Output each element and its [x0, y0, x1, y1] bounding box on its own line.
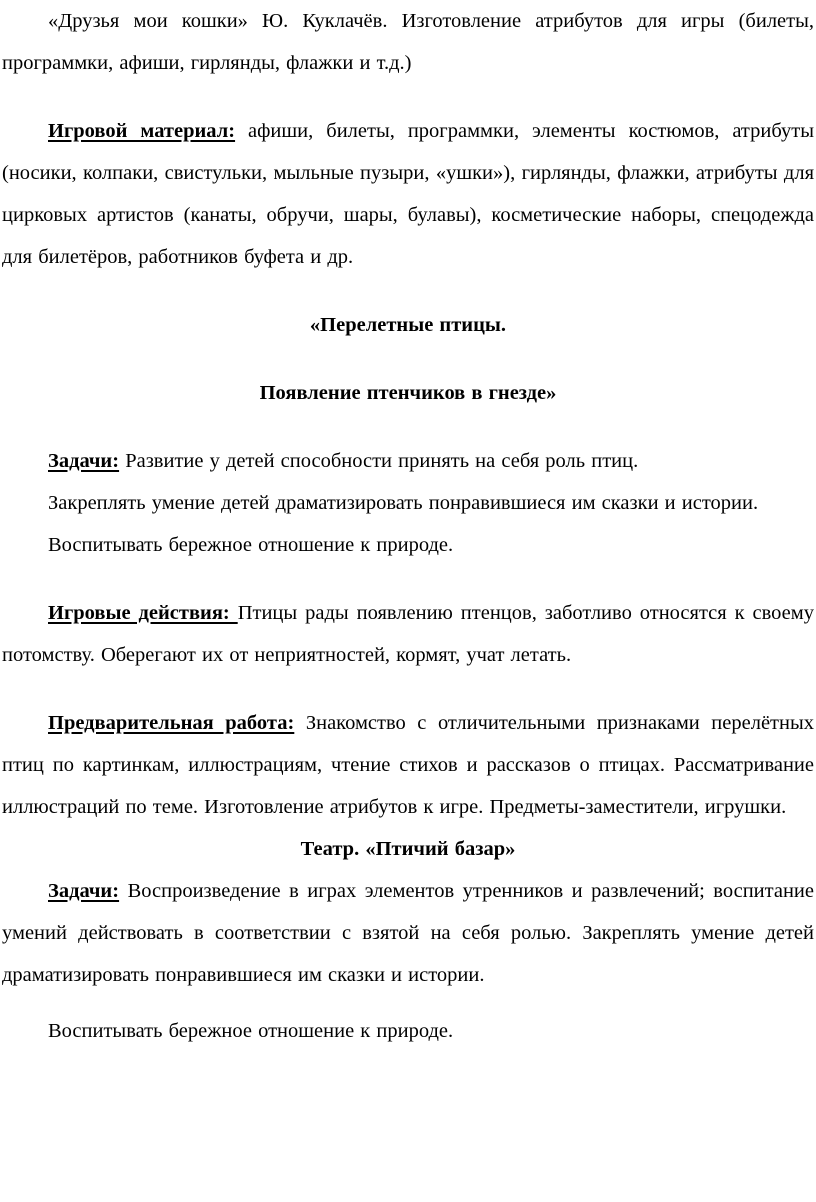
paragraph-consolidate-1: Закреплять умение детей драматизировать понравившиеся им сказки и истории. — [48, 492, 759, 514]
preliminary-work-label: Предварительная работа: — [48, 712, 295, 734]
paragraph-preliminary-work — [2, 702, 814, 828]
game-actions-text: Птицы рады появлению птенцов, заботливо относятся к своему потомству. Оберегают их от неприятностей, кормят, учат летать. — [2, 602, 814, 666]
game-material-label: Игровой материал: — [48, 120, 236, 142]
paragraph-game-material — [2, 110, 814, 278]
paragraph-nurture-2: Воспитывать бережное отношение к природе. — [48, 1020, 454, 1042]
section-subtitle-chicks: Появление птенчиков в гнезде» — [259, 382, 557, 404]
paragraph-tasks-2 — [2, 870, 814, 996]
paragraph-nurture-1: Воспитывать бережное отношение к природе. — [48, 534, 454, 556]
tasks-text-2: Воспроизведение в играх элементов утренников и развлечений; воспитание умений действовать в соответствии с взятой на себя ролью. Закреплять умение детей драматизировать понравившиеся им сказки и истории. — [2, 880, 814, 986]
spacer — [2, 676, 814, 702]
tasks-text-1: Развитие у детей способности принять на себя роль птиц. — [119, 450, 639, 472]
spacer — [2, 996, 814, 1010]
section-title-bird-market: Театр. «Птичий базар» — [300, 838, 516, 860]
paragraph-tasks-1 — [2, 440, 814, 482]
paragraph-game-actions — [2, 592, 814, 676]
spacer — [2, 84, 814, 110]
spacer — [2, 346, 814, 372]
preliminary-work-text: Знакомство с отличительными признаками перелётных птиц по картинкам, иллюстрациям, чтение стихов и рассказов о птицах. Рассматривание иллюстраций по теме. Изготовление атрибутов к игре. Предметы-заместители, игрушки. — [2, 712, 814, 818]
game-actions-label: Игровые действия: — [48, 602, 238, 624]
spacer — [2, 414, 814, 440]
section-title-migratory-birds: «Перелетные птицы. — [309, 314, 507, 336]
tasks-label-2: Задачи: — [48, 880, 120, 902]
paragraph-attributes: «Друзья мои кошки» Ю. Куклачёв. Изготовление атрибутов для игры (билеты, программки, афиши, гирлянды, флажки и т.д.) — [2, 10, 814, 74]
game-material-text: афиши, билеты, программки, элементы костюмов, атрибуты (носики, колпаки, свистульки, мыльные пузыри, «ушки»), гирлянды, флажки, атрибуты для цирковых артистов (канаты, обручи, шары, булавы), косметические наборы, спецодежда для билетёров, работников буфета и др. — [2, 120, 814, 268]
spacer — [2, 278, 814, 304]
tasks-label-1: Задачи: — [48, 450, 120, 472]
spacer — [2, 566, 814, 592]
